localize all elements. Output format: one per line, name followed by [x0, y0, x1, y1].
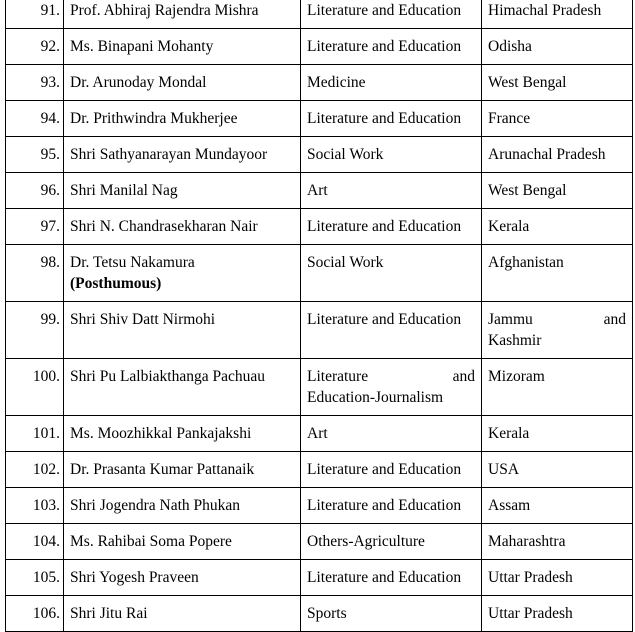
table-row: [6, 524, 633, 560]
field: Literature and Education: [301, 488, 482, 524]
field: Medicine: [301, 65, 482, 101]
awardee-name: Ms. Binapani Mohanty: [64, 29, 301, 65]
awardee-name: Dr. Arunoday Mondal: [64, 65, 301, 101]
table-row: [6, 416, 633, 452]
table-row: [6, 0, 633, 29]
serial-number: 105.: [6, 560, 64, 596]
state: Arunachal Pradesh: [482, 137, 633, 173]
awardee-name: Shri Shiv Datt Nirmohi: [64, 302, 301, 359]
field-line-1: Literature and: [307, 368, 475, 385]
table-row: [6, 560, 633, 596]
awardee-name: Ms. Moozhikkal Pankajakshi: [64, 416, 301, 452]
awardee-name: Ms. Rahibai Soma Popere: [64, 524, 301, 560]
field: Social Work: [301, 137, 482, 173]
state: Maharashtra: [482, 524, 633, 560]
field: Literature and Education: [301, 29, 482, 65]
field: Literature and Education: [301, 101, 482, 137]
serial-number: 99.: [6, 302, 64, 359]
state-cell: [482, 302, 633, 359]
table-row: [6, 452, 633, 488]
state-line-2: Kashmir: [488, 332, 542, 349]
awardee-name-cell: [64, 245, 301, 302]
field: Literature and Education: [301, 302, 482, 359]
field: Others-Agriculture: [301, 524, 482, 560]
awardee-name: Dr. Tetsu Nakamura: [70, 254, 195, 271]
field-line-2: Education-Journalism: [307, 389, 444, 406]
table-row: [6, 302, 633, 359]
field: Literature and Education: [301, 209, 482, 245]
serial-number: 106.: [6, 596, 64, 632]
table-row: [6, 596, 633, 632]
table-row: [6, 173, 633, 209]
table-row: [6, 359, 633, 416]
serial-number: 104.: [6, 524, 64, 560]
awardee-name: Dr. Prithwindra Mukherjee: [64, 101, 301, 137]
field: Literature and Education: [301, 560, 482, 596]
field: Literature and Education: [301, 0, 482, 29]
field: Art: [301, 173, 482, 209]
posthumous-note: (Posthumous): [70, 275, 162, 292]
serial-number: 103.: [6, 488, 64, 524]
serial-number: 94.: [6, 101, 64, 137]
state: Mizoram: [482, 359, 633, 416]
state: Himachal Pradesh: [482, 0, 633, 29]
serial-number: 100.: [6, 359, 64, 416]
state: Assam: [482, 488, 633, 524]
state: Uttar Pradesh: [482, 560, 633, 596]
serial-number: 92.: [6, 29, 64, 65]
serial-number: 98.: [6, 245, 64, 302]
state: West Bengal: [482, 173, 633, 209]
serial-number: 95.: [6, 137, 64, 173]
field: Art: [301, 416, 482, 452]
table-row: [6, 101, 633, 137]
awardee-name: Shri N. Chandrasekharan Nair: [64, 209, 301, 245]
field-cell: [301, 359, 482, 416]
table-row: [6, 65, 633, 101]
field: Sports: [301, 596, 482, 632]
serial-number: 96.: [6, 173, 64, 209]
serial-number: 102.: [6, 452, 64, 488]
state: Kerala: [482, 209, 633, 245]
awardee-name: Shri Pu Lalbiakthanga Pachuau: [64, 359, 301, 416]
state: Odisha: [482, 29, 633, 65]
state: Uttar Pradesh: [482, 596, 633, 632]
awardee-name: Shri Manilal Nag: [64, 173, 301, 209]
state-line-1: Jammu and: [488, 311, 626, 328]
serial-number: 101.: [6, 416, 64, 452]
field: Social Work: [301, 245, 482, 302]
table-row: [6, 137, 633, 173]
serial-number: 91.: [6, 0, 64, 29]
table-row: [6, 209, 633, 245]
state: Kerala: [482, 416, 633, 452]
table-row: [6, 245, 633, 302]
table-row: [6, 29, 633, 65]
awardee-name: Shri Sathyanarayan Mundayoor: [64, 137, 301, 173]
state: France: [482, 101, 633, 137]
serial-number: 97.: [6, 209, 64, 245]
awardee-name: Shri Yogesh Praveen: [64, 560, 301, 596]
awardee-name: Prof. Abhiraj Rajendra Mishra: [64, 0, 301, 29]
table-row: [6, 488, 633, 524]
serial-number: 93.: [6, 65, 64, 101]
awardees-table: [5, 0, 633, 632]
awardee-name: Dr. Prasanta Kumar Pattanaik: [64, 452, 301, 488]
awardee-name: Shri Jitu Rai: [64, 596, 301, 632]
state: USA: [482, 452, 633, 488]
awardee-name: Shri Jogendra Nath Phukan: [64, 488, 301, 524]
state: Afghanistan: [482, 245, 633, 302]
state: West Bengal: [482, 65, 633, 101]
field: Literature and Education: [301, 452, 482, 488]
